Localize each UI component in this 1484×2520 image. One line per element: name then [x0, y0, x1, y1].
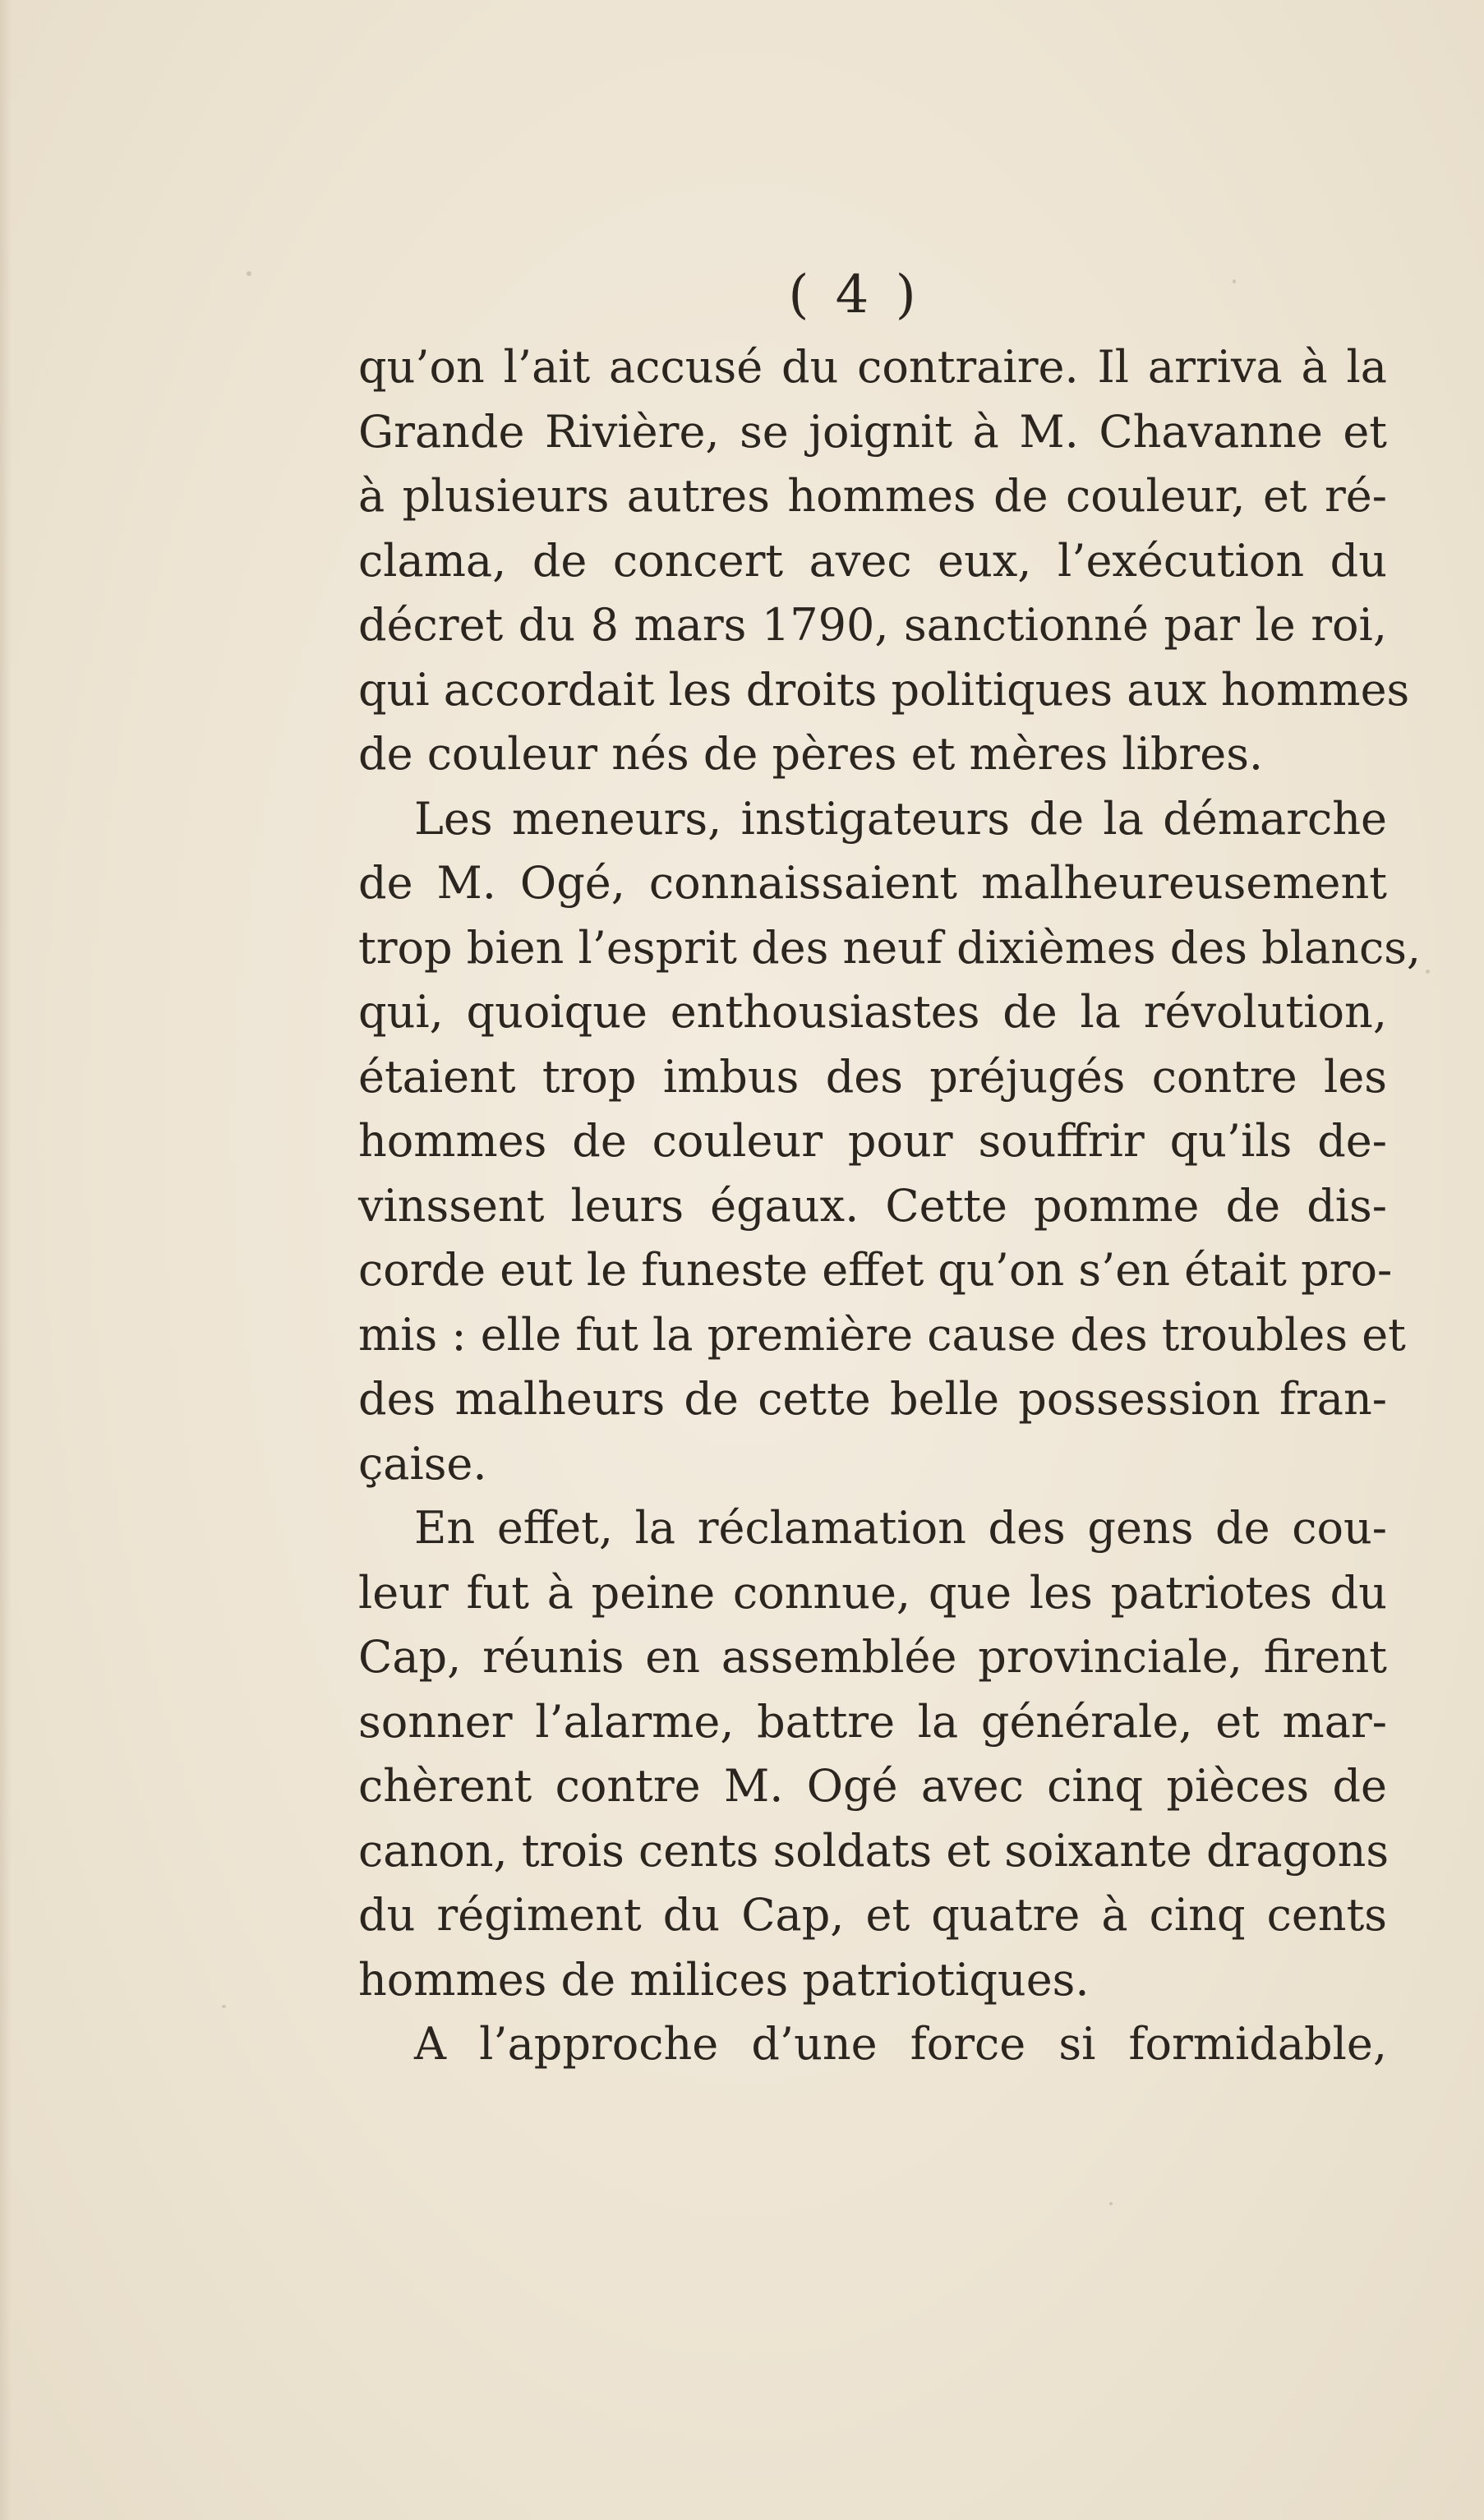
text-line: leur fut à peine connue, que les patriotes du	[358, 1566, 1387, 1619]
text-line: hommes de couleur pour souffrir qu’ils de-	[358, 1115, 1387, 1167]
paragraph-start-line: Les meneurs, instigateurs de la démarche	[414, 792, 1387, 845]
paper-speck	[1109, 2202, 1113, 2205]
page-edge-shadow	[0, 0, 12, 2520]
paragraph-start-line: En effet, la réclamation des gens de cou-	[414, 1502, 1387, 1554]
text-line: du régiment du Cap, et quatre à cinq cents	[358, 1889, 1387, 1941]
text-line: des malheurs de cette belle possession fran-	[358, 1373, 1387, 1425]
text-line: de couleur nés de pères et mères libres.	[358, 728, 1264, 780]
paragraph-start-line: A l’approche d’une force si formidable,	[414, 2018, 1387, 2070]
text-line: à plusieurs autres hommes de couleur, et ré-	[358, 470, 1387, 522]
text-line: canon, trois cents soldats et soixante dragons	[358, 1824, 1390, 1877]
page-number: ( 4 )	[788, 265, 921, 325]
paper-speck	[222, 2005, 226, 2008]
body-text	[358, 335, 1422, 2077]
text-line: qui, quoique enthousiastes de la révolution,	[358, 986, 1387, 1038]
text-line: qu’on l’ait accusé du contraire. Il arriva à la	[358, 341, 1387, 393]
text-line: vinssent leurs égaux. Cette pomme de dis-	[358, 1179, 1387, 1232]
text-line: sonner l’alarme, battre la générale, et mar-	[358, 1695, 1387, 1748]
text-line: hommes de milices patriotiques.	[358, 1953, 1090, 2006]
paper-speck	[1426, 970, 1430, 974]
text-line: corde eut le funeste effet qu’on s’en était pro-	[358, 1244, 1393, 1296]
text-line: çaise.	[358, 1437, 487, 1490]
text-line: étaient trop imbus des préjugés contre les	[358, 1050, 1387, 1103]
text-line: trop bien l’esprit des neuf dixièmes des blancs,	[358, 921, 1422, 974]
text-line: de M. Ogé, connaissaient malheureusement	[358, 857, 1387, 909]
text-line: décret du 8 mars 1790, sanctionné par le roi,	[358, 599, 1387, 651]
text-line: chèrent contre M. Ogé avec cinq pièces de	[358, 1760, 1387, 1812]
text-line: qui accordait les droits politiques aux hommes	[358, 663, 1410, 716]
text-line: Cap, réunis en assemblée provinciale, firent	[358, 1631, 1387, 1683]
text-line: mis : elle fut la première cause des troubles et	[358, 1308, 1406, 1361]
text-line: Grande Rivière, se joignit à M. Chavanne et	[358, 405, 1387, 458]
text-line: clama, de concert avec eux, l’exécution du	[358, 534, 1387, 587]
